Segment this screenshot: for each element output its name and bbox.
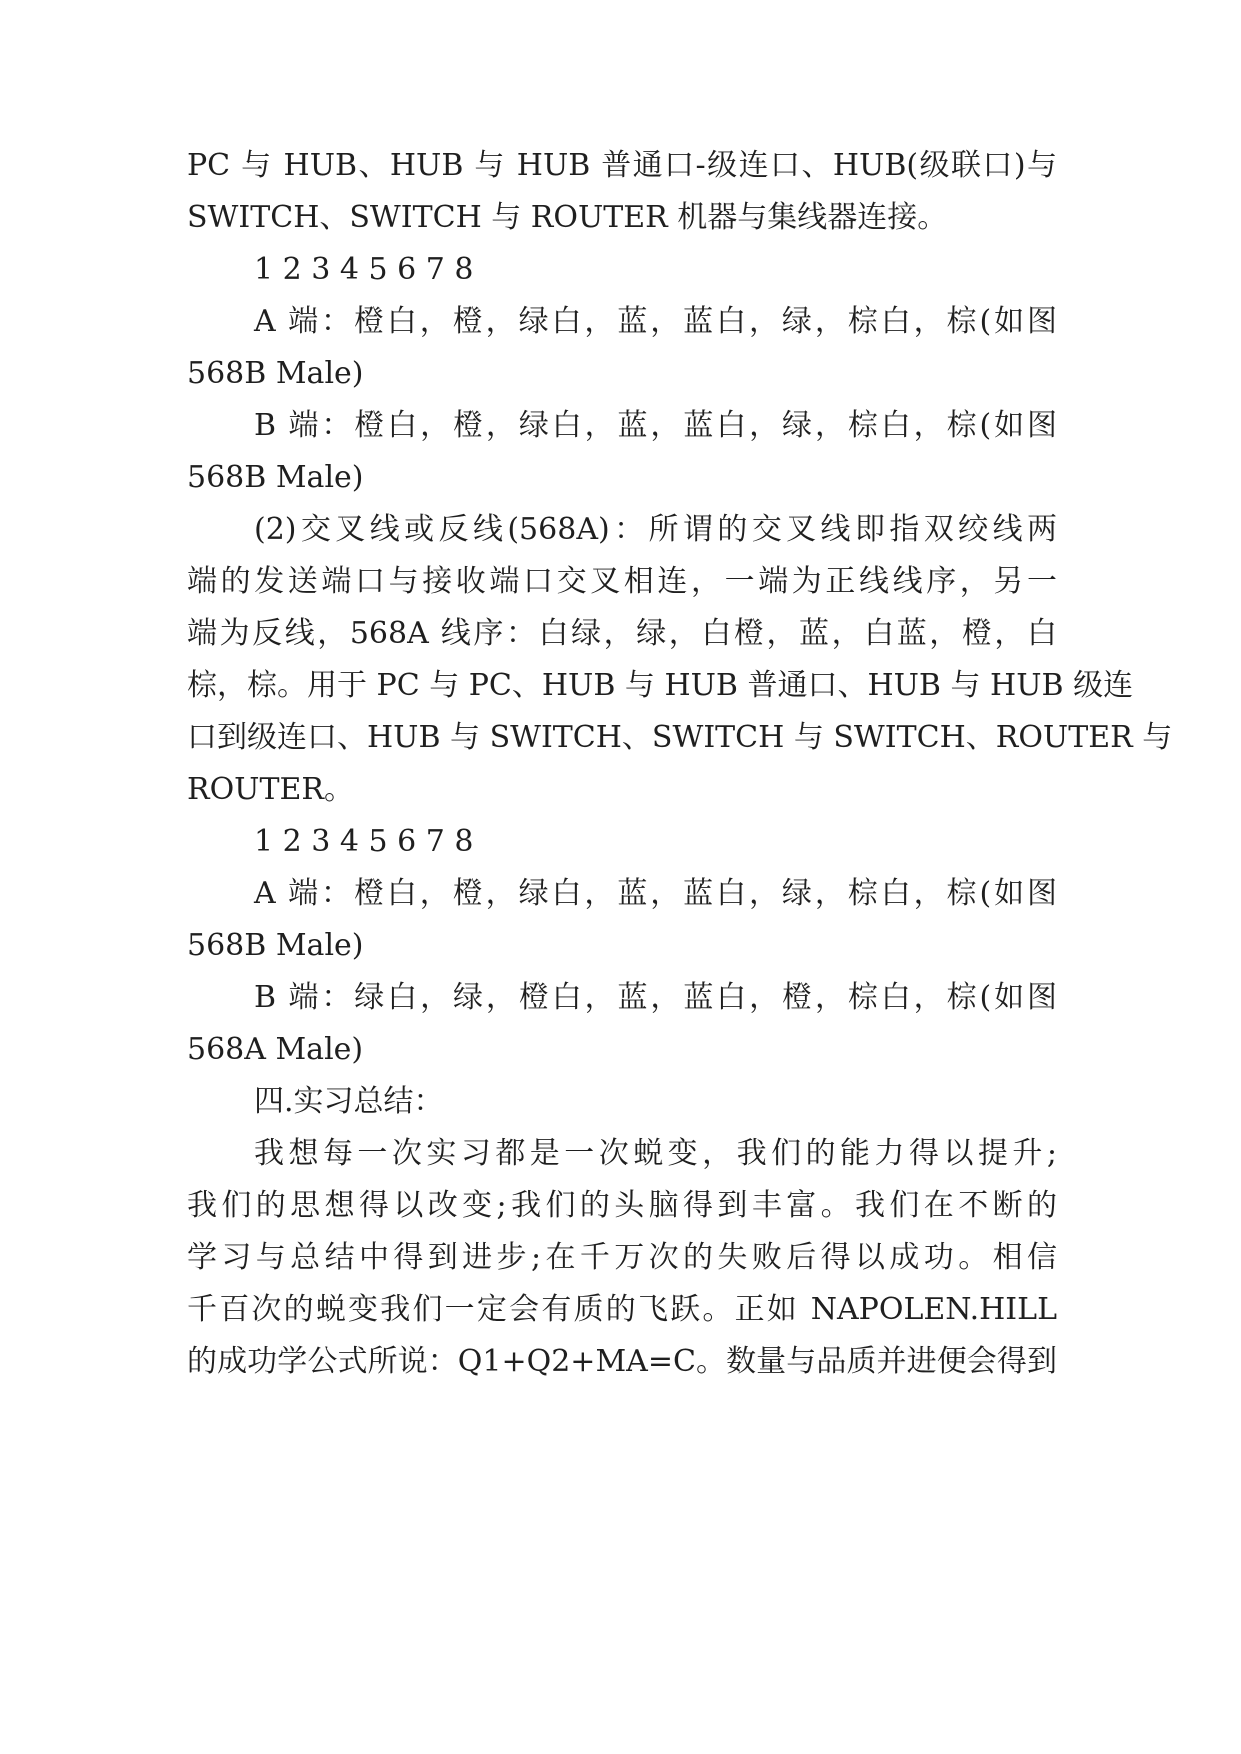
text-line: 口到级连口、HUB 与 SWITCH、SWITCH 与 SWITCH、ROUTER 与 xyxy=(187,720,1173,755)
text-line: SWITCH、SWITCH 与 ROUTER 机器与集线器连接。 xyxy=(187,200,948,235)
text-line: 568B Male) xyxy=(187,356,364,391)
text-line: 棕，棕。用于 PC 与 PC、HUB 与 HUB 普通口、HUB 与 HUB 级连 xyxy=(187,668,1134,703)
text-line: A 端：橙白，橙，绿白，蓝，蓝白，绿，棕白，棕(如图 xyxy=(254,876,1057,911)
text-line: 端的发送端口与接收端口交叉相连，一端为正线线序，另一 xyxy=(187,564,1057,599)
text-line: 我想每一次实习都是一次蜕变，我们的能力得以提升; xyxy=(254,1136,1057,1171)
text-line: ROUTER。 xyxy=(187,772,354,807)
text-line: (2)交叉线或反线(568A)：所谓的交叉线即指双绞线两 xyxy=(254,512,1057,547)
text-line: 学习与总结中得到进步;在千万次的失败后得以成功。相信 xyxy=(187,1240,1057,1275)
text-line: A 端：橙白，橙，绿白，蓝，蓝白，绿，棕白，棕(如图 xyxy=(254,304,1057,339)
section-heading: 四.实习总结： xyxy=(254,1084,444,1119)
text-line: 568A Male) xyxy=(187,1032,364,1067)
text-line: 千百次的蜕变我们一定会有质的飞跃。正如 NAPOLEN.HILL xyxy=(187,1292,1057,1327)
text-line: 1 2 3 4 5 6 7 8 xyxy=(254,252,474,287)
text-line: 568B Male) xyxy=(187,928,364,963)
text-line: 我们的思想得以改变;我们的头脑得到丰富。我们在不断的 xyxy=(187,1188,1057,1223)
text-line: 1 2 3 4 5 6 7 8 xyxy=(254,824,474,859)
text-line: 端为反线，568A 线序：白绿，绿，白橙，蓝，白蓝，橙，白 xyxy=(187,616,1057,651)
text-line: PC 与 HUB、HUB 与 HUB 普通口-级连口、HUB(级联口)与 xyxy=(187,148,1057,183)
text-line: 568B Male) xyxy=(187,460,364,495)
text-line: 的成功学公式所说：Q1+Q2+MA=C。数量与品质并进便会得到 xyxy=(187,1344,1057,1379)
text-line: B 端：绿白，绿，橙白，蓝，蓝白，橙，棕白，棕(如图 xyxy=(254,980,1057,1015)
text-line: B 端：橙白，橙，绿白，蓝，蓝白，绿，棕白，棕(如图 xyxy=(254,408,1057,443)
